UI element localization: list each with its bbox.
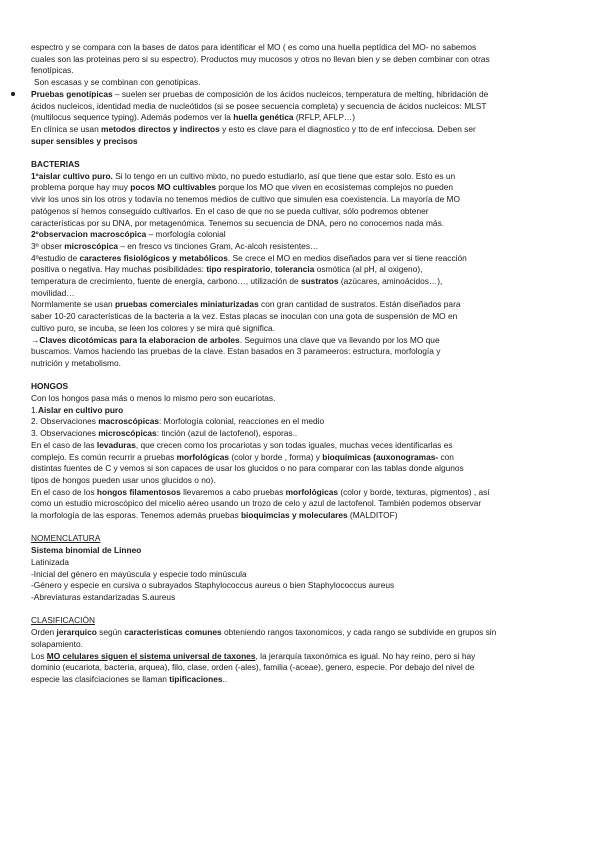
clasificacion-section (31, 615, 571, 685)
text-line: nutrición y metabolismo. (31, 357, 121, 368)
text-line: saber 10-20 características de la bacteria a la vez. Estas placas se inoculan con una gota de suspensión de MO en (31, 311, 458, 322)
bold-term: levaduras (96, 439, 136, 450)
text-line: vivir los unos sin los otros y todavía no tenemos medios de cultivo que simulen esa coexistencia. La mayoría de MO (31, 194, 460, 205)
bold-term: pruebas comerciales miniaturizadas (114, 299, 259, 310)
bold-term: 1ºaislar cultivo puro. (31, 170, 113, 181)
text-span: 3º obser (31, 240, 65, 251)
text-line: como un estudio microscópico del micelio aéreo usando un trozo de celo y azul de lactofenol. También podemos observar (31, 498, 482, 509)
bold-term: microscópicas (98, 428, 157, 439)
bold-term: morfológicas (285, 486, 338, 497)
text-line: tipos de hongos pueden usar unos glucidos o no). (31, 474, 216, 485)
bold-term: caracteres fisiológicos y metabólicos (79, 252, 228, 263)
bold-term: hongos filamentosos (96, 486, 181, 497)
text-line (31, 651, 571, 663)
text-span: obteniendo rangos taxonomicos, y cada rango se subdivide en grupos sin (221, 627, 497, 638)
text-span: (color y borde , forma) y (229, 451, 323, 462)
bold-term: tipo respiratorio (206, 264, 271, 275)
text-span: Los (31, 650, 47, 661)
text-span: . Seguimos una clave que va llevando por los MO que (239, 334, 440, 345)
text-line (31, 452, 571, 464)
bold-term: MO celulares siguen el sistema universal de taxones (46, 650, 256, 661)
text-span: especie las clasifciaciones se llaman (31, 673, 170, 684)
text-span: según (96, 627, 125, 638)
text-line (31, 416, 571, 428)
text-span: – morfología colonial (146, 229, 226, 240)
text-line: características por su DNA, por metagenómica. Tenemos su secuencia de DNA, pero no conocemos nada más. (31, 217, 445, 228)
text-line: cuales son las proteinas pero si su espectro). Productos muy mucosos y otros no llevan bien y se deben combinar con otras (31, 53, 490, 64)
text-span: 4ºestudio de (31, 252, 80, 263)
text-span: positiva o negativa. Hay muchas posibilidades: (31, 264, 207, 275)
text-line (31, 627, 571, 639)
text-line: distintas fuentes de C y vemos si son capaces de usar los glucidos o no para comparar con las tablas donde algunos (31, 463, 464, 474)
text-span: complejo. Es común recurrir a pruebas (31, 451, 177, 462)
bacterias-section (31, 159, 571, 370)
bold-term: 2ºobservacion macroscópica (31, 229, 147, 240)
bold-term: tolerancia (274, 264, 315, 275)
genotipicas-bullet (31, 89, 571, 124)
text-span: , que crecen como los procariotas y son todas iguales, muchas veces identificarlas es (135, 439, 453, 450)
fenotipicas-continuation (31, 42, 571, 89)
text-line (31, 89, 571, 101)
text-span: En el caso de las (31, 439, 97, 450)
text-span: con gran cantidad de sustratos. Están diseñados para (258, 299, 461, 310)
text-line (31, 182, 571, 194)
bold-term: caracteristicas comunes (124, 627, 222, 638)
text-span: (RFLP, AFLP…) (293, 112, 356, 123)
text-line (31, 299, 571, 311)
text-line: fenotípicas. (31, 65, 74, 76)
section-heading: CLASIFICACIÓN (31, 615, 95, 626)
bullet-dot-icon (11, 92, 15, 96)
text-line: dominio (eucariota, bacteria, arquea), filo, clase, orden (-ales), familia (-aceae), genero, especie. Por debajo del nivel de (31, 662, 475, 673)
text-span: : Morfología colonial, reacciones en el medio (159, 416, 325, 427)
text-span: (azúcares, aminoácidos…), (338, 276, 443, 287)
text-line: Son escasas y se combinan con genotipicas. (34, 77, 201, 88)
text-span: , la jerarquía taxonómica es igual. No hay reino, pero si hay (255, 650, 476, 661)
document-page (31, 42, 571, 686)
bold-term: super sensibles y precisos (31, 135, 138, 146)
text-line (31, 112, 571, 124)
text-span: Orden (31, 627, 57, 638)
text-line: -Inicial del género en mayúscula y especie todo minúscula (31, 568, 247, 579)
text-line (31, 253, 571, 265)
bold-term: Sistema binomial de Linneo (31, 545, 142, 556)
text-span: , (270, 264, 275, 275)
bold-term: tipificaciones (169, 673, 223, 684)
text-span: .. (222, 673, 228, 684)
hongos-section (31, 381, 571, 521)
text-line (31, 510, 571, 522)
text-line (31, 674, 571, 686)
bold-term: pocos MO cultivables (130, 182, 217, 193)
text-span: – suelen ser pruebas de composición de los ácidos nucleicos, temperatura de melting, hibridación de (112, 88, 489, 99)
text-line: -Género y especie en cursiva o subrayados Staphylococcus aureus o bien Staphylococcus aureus (31, 580, 395, 591)
text-line: patógenos sí hemos conseguido cultivarlos. En el caso de que no se pueda cultivar, sólo podremos obtener (31, 205, 429, 216)
text-line (31, 124, 571, 136)
subheading (31, 545, 571, 557)
bold-term: morfológicas (176, 451, 230, 462)
text-span: En el caso de los (31, 486, 97, 497)
text-span: temperatura de crecimiento, fuente de energía, carbono…, utilización de (31, 276, 301, 287)
bold-term: metodos directos y indirectos (101, 123, 220, 134)
text-span: : tinción (azul de lactofenol), esporas.. (156, 428, 298, 439)
text-line: buscamos. Vamos haciendo las pruebas de la clave. Estan basados en 3 parameeros: estructura, morfología y (31, 346, 441, 357)
bold-term: huella genética (233, 112, 294, 123)
text-span: porque los MO que viven en ecosistemas complejos no pueden (216, 182, 454, 193)
text-span: En clínica se usan (31, 123, 102, 134)
bold-term: Aislar en cultivo puro (37, 404, 124, 415)
text-line (31, 229, 571, 241)
bold-term: macroscópicas (98, 416, 160, 427)
text-line: Con los hongos pasa más o menos lo mismo pero son eucariotas. (31, 393, 276, 404)
bold-term: →Claves dicotómicas para la elaboracion de arboles (31, 334, 240, 345)
section-heading: NOMENCLATURA (31, 533, 101, 544)
text-span: (multilocus sequence typing). Además podemos ver la (31, 112, 234, 123)
text-line: solapamiento. (31, 638, 83, 649)
text-line (31, 405, 571, 417)
text-span: osmótica (al pH, al oxigeno), (314, 264, 423, 275)
text-line: cultivo puro, se incuba, se leen los colores y se mira qué significa. (31, 322, 275, 333)
section-heading (31, 381, 571, 393)
genotipicas-term: Pruebas genotípicas (31, 88, 113, 99)
heading-text: BACTERIAS (31, 159, 80, 170)
text-span: (color y borde, texturas, pigmentos) , así (338, 486, 490, 497)
text-span: (MALDITOF) (347, 510, 398, 521)
bold-term: microscópica (64, 240, 118, 251)
text-line (31, 335, 571, 347)
text-line (31, 487, 571, 499)
bold-term: bioquimcias y moleculares (240, 510, 348, 521)
text-span: problema porque hay muy (31, 182, 131, 193)
text-line: ácidos nucleicos, identidad media de nucleótidos (si se posee secuencia completa) y secuencia de ácidos nucleicos: MLST (31, 100, 487, 111)
text-span: con (438, 451, 454, 462)
text-span: llevaremos a cabo pruebas (180, 486, 286, 497)
text-span: – en fresco vs tinciones Gram, Ac-alcoh resistentes… (118, 240, 319, 251)
text-line: espectro y se compara con la bases de datos para identificar el MO ( es como una huella peptídica del MO- no sabemos (31, 42, 477, 52)
text-line: Latinizada (31, 556, 70, 567)
text-line (31, 428, 571, 440)
bold-term: jerarquico (56, 627, 97, 638)
text-span: Si lo tengo en un cultivo mixto, no puedo estudiarlo, así que tiene que estar solo. Esto es un (112, 170, 456, 181)
text-span: . Se crece el MO en medios diseñados para ver si tiene reacción (227, 252, 467, 263)
text-span: la morfología de las esporas. Tenemos además pruebas (31, 510, 241, 521)
text-span: 1. (31, 404, 38, 415)
bold-term: sustratos (300, 276, 339, 287)
text-line: -Abreviaturas estandarizadas S.aureus (31, 592, 176, 602)
text-span: 2. Observaciones (31, 416, 99, 427)
heading-text: HONGOS (31, 381, 69, 392)
text-line (31, 276, 571, 288)
text-line (31, 264, 571, 276)
text-span: y esto es clave para el diagnostico y tto de enf infecciosa. Deben ser (219, 123, 476, 134)
text-line (31, 171, 571, 183)
text-line (31, 241, 571, 253)
text-line (31, 440, 571, 452)
text-span: 3. Observaciones (31, 428, 99, 439)
section-heading (31, 159, 571, 171)
text-line: movilidad… (31, 287, 75, 298)
text-line (31, 136, 571, 148)
nomenclatura-section (31, 533, 571, 603)
bold-term: bioquímicas (auxonogramas- (322, 451, 439, 462)
text-span: Normlamente se usan (31, 299, 115, 310)
